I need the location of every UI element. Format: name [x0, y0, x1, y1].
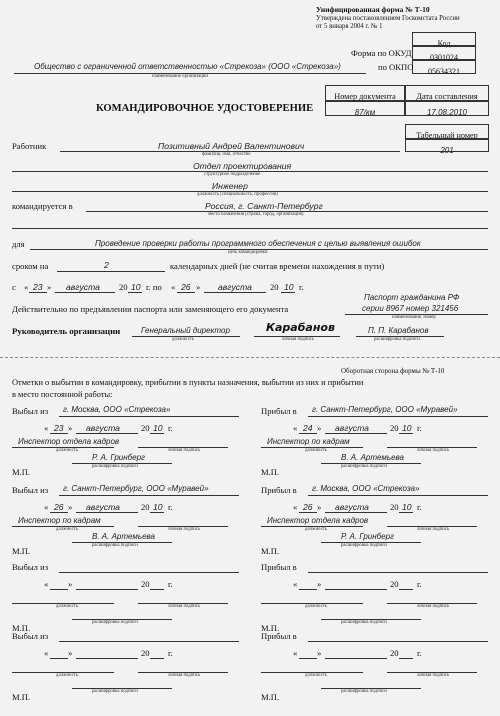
mark-day-line [299, 589, 317, 590]
mark-position-caption: должность [305, 527, 327, 532]
employee-name-caption: фамилия, имя, отчество [202, 152, 251, 157]
mark-name-caption: расшифровка подписи [341, 543, 387, 548]
mark-name: Р. А. Гринберг [341, 532, 394, 541]
sent-label: командируется в [12, 201, 73, 211]
mark-quote-open: « [44, 579, 49, 589]
head-name-caption: расшифровка подписи [374, 337, 420, 342]
number-header-cell [325, 85, 405, 101]
from-month-line [55, 292, 115, 293]
mark-quote-close: » [68, 648, 73, 658]
mark-signature-caption: личная подпись [417, 527, 450, 532]
destination-caption: место назначения (страна, город, организация) [208, 212, 304, 217]
org-caption: наименование организации [152, 74, 208, 79]
reverse-caption: Оборотная сторона формы № Т-10 [341, 367, 445, 375]
to-year: 10 [284, 282, 294, 292]
org-name: Общество с ограниченной ответственностью «Стрекоза» (ООО «Стрекоза») [34, 62, 341, 71]
mark-signature-caption: личная подпись [168, 527, 201, 532]
mark-label: Выбыл из [12, 631, 49, 641]
mark-label: Выбыл из [12, 485, 49, 495]
mark-position: Инспектор по кадрам [267, 437, 350, 446]
days-value: 2 [104, 260, 109, 270]
employee-position: Инженер [212, 181, 248, 191]
code-header-cell [412, 32, 476, 46]
mark-name-caption: расшифровка подписи [92, 543, 138, 548]
mark-stamp-label: М.П. [261, 467, 280, 477]
from-quote-open: « [24, 282, 29, 292]
doc-title: КОМАНДИРОВОЧНОЕ УДОСТОВЕРЕНИЕ [96, 103, 314, 114]
okud-code-cell [412, 46, 476, 60]
mark-position: Инспектор отдела кадров [267, 516, 369, 525]
mark-month: августа [335, 502, 369, 512]
date-cell [405, 101, 489, 116]
mark-stamp-label: М.П. [12, 467, 31, 477]
mark-month-line [76, 589, 138, 590]
mark-year-line [150, 658, 164, 659]
mark-stamp-label: М.П. [261, 623, 280, 633]
mark-name: В. А. Артемьева [92, 532, 155, 541]
mark-year-prefix: 20 [390, 502, 399, 512]
mark-year: 10 [402, 502, 412, 512]
from-day: 23 [33, 282, 43, 292]
to-month: августа [218, 282, 252, 292]
tab-header-cell [405, 124, 489, 139]
mark-place-line [59, 641, 239, 642]
to-quote-close: » [196, 282, 201, 292]
mark-day: 26 [303, 502, 313, 512]
mark-quote-open: « [293, 648, 298, 658]
from-year: 10 [131, 282, 141, 292]
mark-year-line [150, 512, 164, 513]
fold-separator [0, 357, 500, 358]
mark-quote-open: « [293, 579, 298, 589]
to-day-line [177, 292, 195, 293]
mark-name: В. А. Артемьева [341, 453, 404, 462]
mark-year-prefix: 20 [141, 423, 150, 433]
mark-month-line [76, 433, 138, 434]
mark-stamp-label: М.П. [261, 692, 280, 702]
mark-day-line [50, 589, 68, 590]
employee-unit-caption: структурное подразделение [204, 172, 261, 177]
mark-day-line [299, 433, 317, 434]
mark-name: Р. А. Гринберг [92, 453, 145, 462]
mark-stamp-label: М.П. [12, 546, 31, 556]
passport-line1: Паспорт гражданина РФ [364, 293, 460, 302]
mark-place-line [59, 495, 239, 496]
reverse-heading-2: в место постоянной работы: [12, 390, 113, 399]
mark-month-line [325, 433, 387, 434]
mark-year-suffix: г. [417, 579, 422, 589]
tab-header: Табельный номер [416, 131, 478, 140]
mark-quote-close: » [317, 579, 322, 589]
okud-label: Форма по ОКУД [351, 48, 412, 58]
mark-day: 24 [303, 423, 313, 433]
mark-year-suffix: г. [168, 648, 173, 658]
mark-year-prefix: 20 [141, 648, 150, 658]
okpo-label: по ОКПО [378, 62, 414, 72]
mark-position: Инспектор отдела кадров [18, 437, 120, 446]
head-position: Генеральный директор [141, 326, 230, 335]
number-cell [325, 101, 405, 116]
employee-unit: Отдел проектирования [193, 161, 292, 171]
mark-place: г. Санкт-Петербург, ООО «Муравей» [63, 484, 209, 493]
mark-quote-close: » [68, 423, 73, 433]
mark-day-line [50, 512, 68, 513]
mark-year-suffix: г. [168, 579, 173, 589]
from-day-line [29, 292, 47, 293]
mark-day: 26 [54, 502, 64, 512]
head-position-caption: должность [172, 337, 194, 342]
mark-year-suffix: г. [417, 423, 422, 433]
mark-label: Прибыл в [261, 631, 297, 641]
mark-label: Выбыл из [12, 406, 49, 416]
from-label: с [12, 282, 16, 292]
mark-position-caption: должность [56, 527, 78, 532]
mark-year-line [150, 433, 164, 434]
destination-line-2 [12, 228, 488, 229]
mark-year-suffix: г. [168, 502, 173, 512]
mark-quote-open: « [293, 423, 298, 433]
passport-label: Действительно по предъявлении паспорта или заменяющего его документа [12, 304, 289, 314]
mark-year-prefix: 20 [390, 579, 399, 589]
approved-date: от 5 января 2004 г. № 1 [316, 23, 383, 30]
head-signature: Карабанов [266, 321, 335, 334]
reverse-heading-1: Отметки о выбытии в командировку, прибытии в пункты назначения, выбытии из них и прибытии [12, 378, 364, 387]
mark-day-line [50, 658, 68, 659]
mark-year-prefix: 20 [141, 502, 150, 512]
mark-place-line [308, 495, 488, 496]
passport-line2: серии 8967 номер 321456 [362, 304, 459, 313]
mark-month: августа [86, 502, 120, 512]
mark-year: 10 [153, 502, 163, 512]
mark-place-line [59, 572, 239, 573]
doc-date: 17.08.2010 [426, 108, 468, 117]
purpose-caption: цель командировки [228, 250, 268, 255]
from-month: августа [66, 282, 100, 292]
head-label: Руководитель организации [12, 326, 121, 336]
mark-year-line [399, 658, 413, 659]
to-year-line [281, 292, 295, 293]
mark-place: г. Москва, ООО «Стрекоза» [312, 484, 420, 493]
okpo-code: 05634321 [428, 67, 460, 76]
mark-place-line [308, 641, 488, 642]
to-quote-open: « [171, 282, 176, 292]
doc-number: 87/км [354, 108, 376, 117]
to-month-line [204, 292, 266, 293]
mark-place: г. Санкт-Петербург, ООО «Муравей» [312, 405, 458, 414]
term-label: сроком на [12, 261, 49, 271]
mark-month-line [76, 512, 138, 513]
approved-text: Утверждена постановлением Госкомстата России [316, 15, 460, 22]
mark-quote-close: » [317, 423, 322, 433]
mark-name-caption: расшифровка подписи [92, 464, 138, 469]
mark-year-prefix: 20 [141, 579, 150, 589]
to-year-suffix: г. [299, 282, 304, 292]
mark-quote-close: » [68, 579, 73, 589]
mark-quote-close: » [317, 648, 322, 658]
to-label: г. по [146, 282, 162, 292]
employee-position-caption: должность (специальность, профессия) [197, 192, 278, 197]
mark-year-line [399, 589, 413, 590]
mark-position-caption: должность [56, 604, 78, 609]
mark-stamp-label: М.П. [12, 692, 31, 702]
mark-year-prefix: 20 [390, 648, 399, 658]
days-text: календарных дней (не считая времени нахождения в пути) [170, 261, 385, 271]
okpo-code-cell [412, 60, 476, 74]
mark-day: 23 [54, 423, 64, 433]
purpose: Проведение проверки работы программного обеспечения с целью выявления ошибок [95, 239, 421, 248]
mark-label: Прибыл в [261, 406, 297, 416]
date-header: Дата составления [416, 92, 478, 101]
mark-signature-caption: личная подпись [168, 604, 201, 609]
to-day: 26 [181, 282, 191, 292]
mark-stamp-label: М.П. [12, 623, 31, 633]
mark-position-caption: должность [56, 673, 78, 678]
tab-number-cell [405, 139, 489, 155]
mark-quote-open: « [44, 423, 49, 433]
mark-place-line [308, 572, 488, 573]
for-label: для [12, 239, 25, 249]
number-header: Номер документа [334, 92, 396, 101]
mark-label: Прибыл в [261, 562, 297, 572]
mark-position-caption: должность [56, 448, 78, 453]
mark-year-suffix: г. [417, 502, 422, 512]
mark-place-line [308, 416, 488, 417]
destination: Россия, г. Санкт-Петербург [205, 201, 323, 211]
mark-signature-caption: личная подпись [417, 448, 450, 453]
mark-quote-open: « [44, 502, 49, 512]
mark-year: 10 [402, 423, 412, 433]
mark-year-suffix: г. [168, 423, 173, 433]
mark-month: августа [86, 423, 120, 433]
to-year-prefix: 20 [270, 282, 279, 292]
mark-year: 10 [153, 423, 163, 433]
mark-name-caption: расшифровка подписи [341, 689, 387, 694]
mark-quote-close: » [317, 502, 322, 512]
date-header-cell [405, 85, 489, 101]
mark-signature-caption: личная подпись [417, 604, 450, 609]
mark-position-caption: должность [305, 604, 327, 609]
mark-day-line [299, 658, 317, 659]
mark-quote-close: » [68, 502, 73, 512]
mark-position-caption: должность [305, 673, 327, 678]
mark-month-line [325, 589, 387, 590]
mark-place-line [59, 416, 239, 417]
mark-name-caption: расшифровка подписи [92, 620, 138, 625]
mark-year-prefix: 20 [390, 423, 399, 433]
form-name: Унифицированная форма № Т-10 [316, 5, 430, 14]
days-line [57, 271, 165, 272]
passport-caption: наименование, номер [392, 315, 436, 320]
mark-name-caption: расшифровка подписи [341, 620, 387, 625]
mark-signature-caption: личная подпись [168, 448, 201, 453]
mark-label: Выбыл из [12, 562, 49, 572]
employee-name: Позитивный Андрей Валентинович [158, 141, 305, 151]
mark-quote-open: « [44, 648, 49, 658]
mark-label: Прибыл в [261, 485, 297, 495]
mark-year-line [150, 589, 164, 590]
mark-position-caption: должность [305, 448, 327, 453]
mark-name-caption: расшифровка подписи [92, 689, 138, 694]
mark-signature-caption: личная подпись [417, 673, 450, 678]
head-signature-caption: личная подпись [282, 337, 315, 342]
mark-month-line [325, 512, 387, 513]
mark-stamp-label: М.П. [261, 546, 280, 556]
mark-day-line [50, 433, 68, 434]
mark-month-line [325, 658, 387, 659]
mark-name-caption: расшифровка подписи [341, 464, 387, 469]
mark-year-line [399, 512, 413, 513]
mark-year-suffix: г. [417, 648, 422, 658]
from-year-line [128, 292, 142, 293]
tab-number: 201 [440, 146, 454, 155]
mark-position: Инспектор по кадрам [18, 516, 101, 525]
mark-month-line [76, 658, 138, 659]
okud-code: 0301024 [430, 53, 458, 62]
from-year-prefix: 20 [119, 282, 128, 292]
head-name: П. П. Карабанов [368, 326, 429, 335]
from-quote-close: » [47, 282, 52, 292]
mark-month: августа [335, 423, 369, 433]
mark-year-line [399, 433, 413, 434]
employee-label: Работник [12, 141, 47, 151]
mark-place: г. Москва, ООО «Стрекоза» [63, 405, 171, 414]
code-label: Код [437, 39, 451, 48]
mark-quote-open: « [293, 502, 298, 512]
mark-signature-caption: личная подпись [168, 673, 201, 678]
mark-day-line [299, 512, 317, 513]
